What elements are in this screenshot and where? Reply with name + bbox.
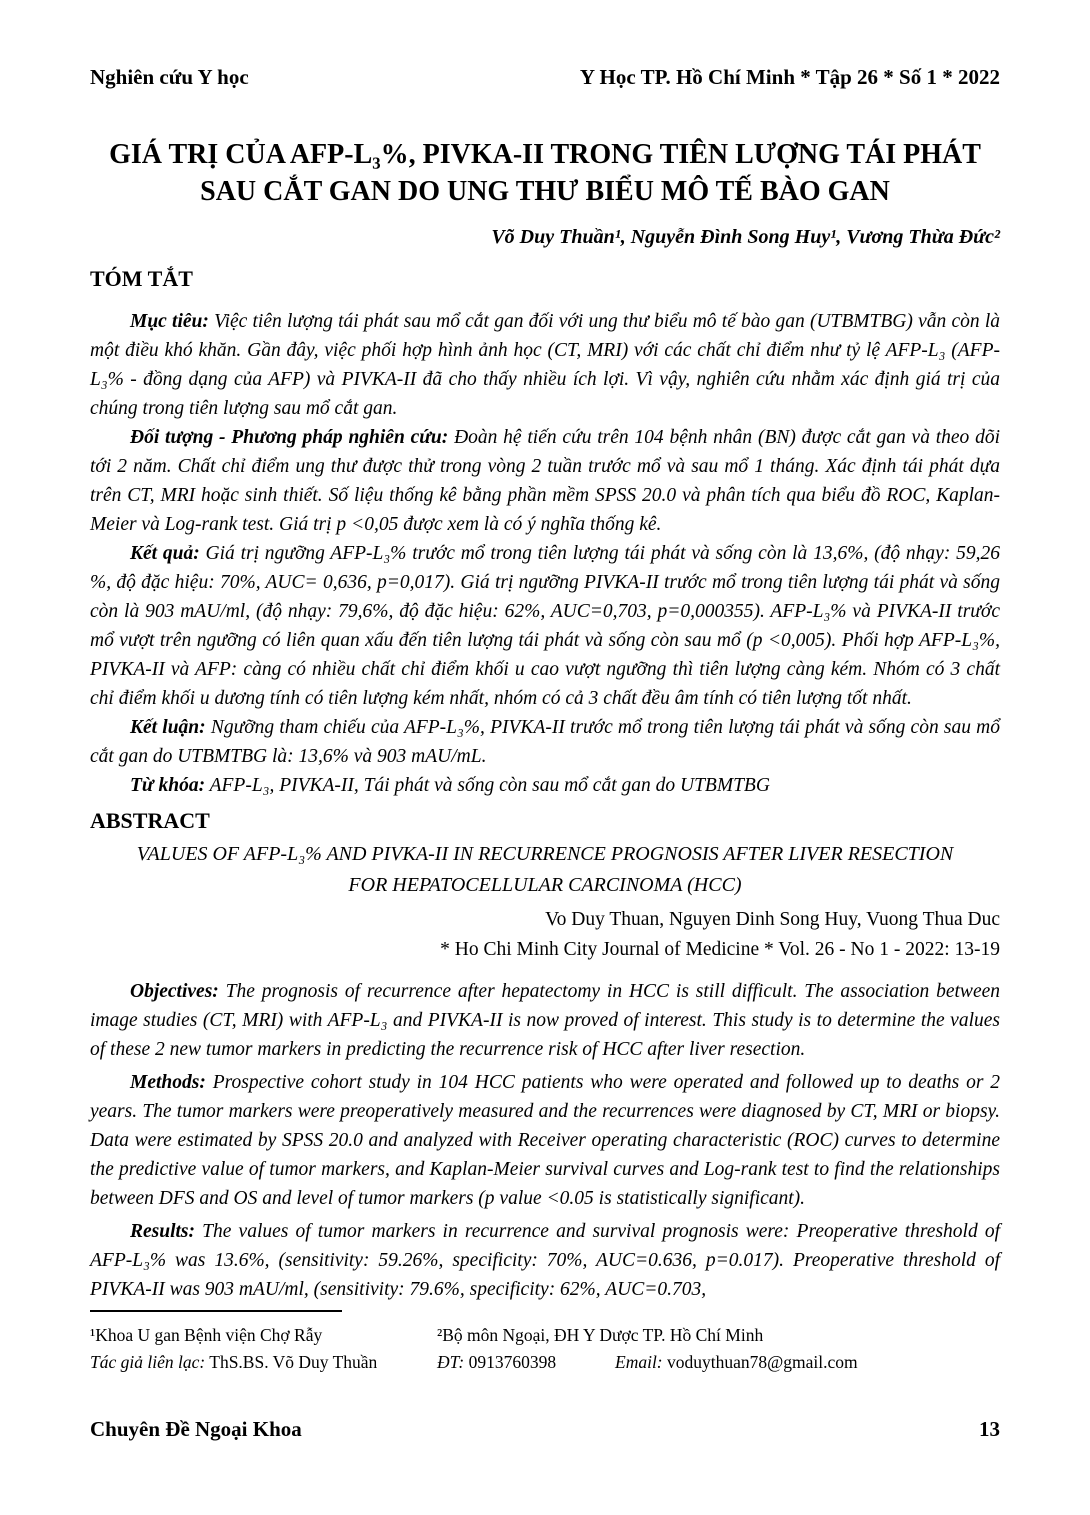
english-title-line-1: VALUES OF AFP-L₃% AND PIVKA-II IN RECURRENCE PROGNOSIS AFTER LIVER RESECTION bbox=[136, 843, 954, 865]
para-results-label: Results: bbox=[130, 1221, 196, 1242]
para-methods-text: Prospective cohort study in 104 HCC patients who were operated and followed up to deaths or 2 years. The tumor markers were preoperatively measured and the recurrences were diagnosed by CT, MRI or biopsy. Data were estimated by SPSS 20.0 and analyzed with Receiver operating characteristic (ROC) curves to determine the predictive value of tumor markers, and Kaplan-Meier survival curves and Log-rank test to find the relationships between DFS and OS and level of tumor markers (p value <0.05 is statistically significant). bbox=[90, 1072, 1001, 1209]
footnote-contact bbox=[90, 1349, 437, 1376]
page-header bbox=[90, 64, 1000, 90]
para-results-text: The values of tumor markers in recurrence and survival prognosis were: Preoperative threshold of AFP-L₃% was 13.6%, (sensitivity: 59.26%, specificity: 70%, AUC=0.636, p=0.017). Preoperative threshold of PIVKA-II was 903 mAU/ml, (sensitivity: 79.6%, specificity: 62%, AUC=0.703, bbox=[90, 1221, 1001, 1300]
footnote-rule bbox=[90, 1310, 342, 1312]
footnote-affiliations-row bbox=[90, 1322, 1000, 1349]
footnote-affiliation-2: ²Bộ môn Ngoại, ĐH Y Dược TP. Hồ Chí Minh bbox=[437, 1325, 764, 1345]
article-title-line-2: SAU CẮT GAN DO UNG THƯ BIỂU MÔ TẾ BÀO GAN bbox=[200, 176, 890, 207]
footer-page-number: 13 bbox=[979, 1417, 1000, 1441]
footnote-phone-label: ĐT: bbox=[437, 1352, 465, 1372]
para-doi-tuong-text: Đoàn hệ tiến cứu trên 104 bệnh nhân (BN) được cắt gan và theo dõi tới 2 năm. Chất chỉ điểm ung thư được thử trong vòng 2 tuần trước mổ và sau mổ 1 tháng. Xác định tái phát dựa trên CT, MRI hoặc sinh thiết. Số liệu thống kê bằng phần mềm SPSS 20.0 và phân tích qua biểu đồ ROC, Kaplan-Meier và Log-rank test. Giá trị p <0,05 được xem là có ý nghĩa thống kê. bbox=[90, 427, 1001, 535]
para-methods bbox=[90, 1068, 1000, 1213]
para-ket-qua bbox=[90, 539, 1000, 713]
page-footer bbox=[90, 1416, 1000, 1443]
para-ket-qua-text: Giá trị ngưỡng AFP-L₃% trước mổ trong tiên lượng tái phát và sống còn là 13,6%, (độ nhạy: 59,26 %, độ đặc hiệu: 70%, AUC= 0,636, p=0,017). Giá trị ngưỡng PIVKA-II trước mổ trong tiên lượng tái phát và sống còn là 903 mAU/ml, (độ nhạy: 79,6%, độ đặc hiệu: 62%, AUC=0,703, p=0,000355). AFP-L₃% và PIVKA-II trước mổ vượt trên ngưỡng có liên quan xấu đến tiên lượng tái phát và sống còn sau mổ (p <0,005). Phối hợp AFP-L₃%, PIVKA-II và AFP: càng có nhiều chất chỉ điểm khối u cao vượt ngưỡng thì tiên lượng càng kém. Nhóm có 3 chất chỉ điểm khối u dương tính có tiên lượng kém nhất, nhóm có cả 3 chất đều âm tính có tiên lượng tốt nhất. bbox=[90, 543, 1001, 709]
para-objectives-text: The prognosis of recurrence after hepatectomy in HCC is still difficult. The association between image studies (CT, MRI) with AFP-L₃ and PIVKA-II is now proved of interest. This study is to determine the values of these 2 new tumor markers in predicting the recurrence risk of HCC after liver resection. bbox=[90, 981, 1001, 1060]
heading-tom-tat: TÓM TẮT bbox=[90, 266, 193, 291]
english-title bbox=[90, 839, 1000, 901]
footnote-email-label: Email: bbox=[615, 1352, 663, 1372]
para-ket-luan bbox=[90, 713, 1000, 771]
para-methods-label: Methods: bbox=[130, 1072, 206, 1093]
article-title-line-1: GIÁ TRỊ CỦA AFP-L₃%, PIVKA-II TRONG TIÊN LƯỢNG TÁI PHÁT bbox=[109, 139, 981, 170]
para-results bbox=[90, 1217, 1000, 1304]
para-tu-khoa-text: AFP-L₃, PIVKA-II, Tái phát và sống còn sau mổ cắt gan do UTBMTBG bbox=[209, 775, 770, 796]
para-objectives bbox=[90, 977, 1000, 1064]
header-journal-section: Nghiên cứu Y học bbox=[90, 65, 249, 89]
footnote-email bbox=[615, 1349, 1000, 1376]
para-ket-luan-text: Ngưỡng tham chiếu của AFP-L₃%, PIVKA-II trước mổ trong tiên lượng tái phát và sống còn sau mổ cắt gan do UTBMTBG là: 13,6% và 903 mAU/mL. bbox=[90, 717, 1001, 767]
english-title-line-2: FOR HEPATOCELLULAR CARCINOMA (HCC) bbox=[348, 874, 742, 896]
footnote-contact-row bbox=[90, 1349, 1000, 1376]
para-ket-luan-label: Kết luận: bbox=[130, 717, 206, 738]
footnote-email-address: voduythuan78@gmail.com bbox=[667, 1352, 858, 1372]
para-doi-tuong bbox=[90, 423, 1000, 539]
para-tu-khoa-label: Từ khóa: bbox=[130, 775, 206, 796]
footnote-affiliation-1: ¹Khoa U gan Bệnh viện Chợ Rẫy bbox=[90, 1325, 323, 1345]
para-ket-qua-label: Kết quả: bbox=[130, 543, 200, 564]
footnote bbox=[90, 1322, 1000, 1376]
para-muc-tieu bbox=[90, 307, 1000, 423]
header-journal-citation: Y Học TP. Hồ Chí Minh * Tập 26 * Số 1 * 2022 bbox=[579, 65, 1000, 89]
para-muc-tieu-text: Việc tiên lượng tái phát sau mổ cắt gan đối với ung thư biểu mô tế bào gan (UTBMTBG) vẫn còn là một điều khó khăn. Gần đây, việc phối hợp hình ảnh học (CT, MRI) với các chất chỉ điểm như tỷ lệ AFP-L₃ (AFP-L₃% - đồng dạng của AFP) và PIVKA-II đã cho thấy nhiều ích lợi. Vì vậy, nghiên cứu nhằm xác định giá trị của chúng trong tiên lượng sau mổ cắt gan. bbox=[90, 311, 1001, 419]
para-tu-khoa bbox=[90, 771, 1000, 800]
journal-reference: * Ho Chi Minh City Journal of Medicine * Vol. 26 - No 1 - 2022: 13-19 bbox=[440, 939, 1000, 960]
para-doi-tuong-label: Đối tượng - Phương pháp nghiên cứu: bbox=[130, 427, 449, 448]
article-title bbox=[90, 136, 1000, 210]
footnote-phone bbox=[437, 1349, 615, 1376]
para-muc-tieu-label: Mục tiêu: bbox=[130, 311, 209, 332]
authors-vietnamese: Võ Duy Thuần¹, Nguyễn Đình Song Huy¹, Vương Thừa Đức² bbox=[491, 226, 1000, 248]
footnote-phone-number: 0913760398 bbox=[468, 1352, 557, 1372]
heading-abstract: ABSTRACT bbox=[90, 808, 210, 833]
para-objectives-label: Objectives: bbox=[130, 981, 219, 1002]
footer-section-title: Chuyên Đề Ngoại Khoa bbox=[90, 1417, 302, 1441]
footnote-contact-label: Tác giả liên lạc: bbox=[90, 1352, 206, 1372]
footnote-contact-name: ThS.BS. Võ Duy Thuần bbox=[209, 1352, 378, 1372]
authors-english: Vo Duy Thuan, Nguyen Dinh Song Huy, Vuong Thua Duc bbox=[545, 909, 1000, 930]
